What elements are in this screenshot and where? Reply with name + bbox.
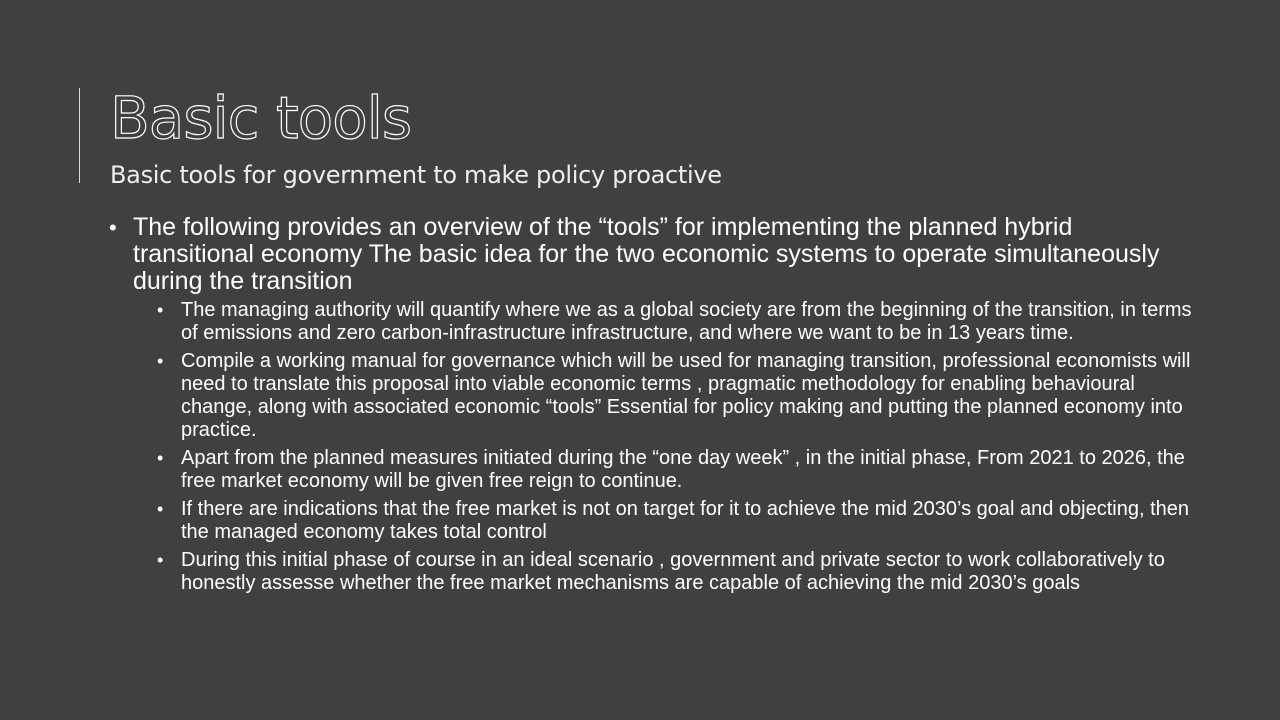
sub-bullet-text: Apart from the planned measures initiated during the “one day week” , in the initial phase, From 2021 to 2026, the free market economy will be given free reign to continue. <box>181 447 1185 492</box>
bullet-icon: • <box>109 215 117 240</box>
sub-bullet <box>105 498 1195 544</box>
bullet-icon: • <box>157 351 164 371</box>
main-bullet-text: The following provides an overview of the “tools” for implementing the planned hybrid transitional economy The basic idea for the two economic systems to operate simultaneously during the transition <box>133 213 1160 295</box>
bullet-icon: • <box>157 550 164 570</box>
sub-bullet <box>105 447 1195 493</box>
slide-body <box>105 214 1195 600</box>
sub-bullet <box>105 350 1195 442</box>
sub-bullet-list <box>105 299 1195 595</box>
sub-bullet-text: During this initial phase of course in an ideal scenario , government and private sector to work collaboratively to honestly assesse whether the free market mechanisms are capable of achieving the mid 2030’s goals <box>181 549 1165 594</box>
sub-bullet-text: The managing authority will quantify where we as a global society are from the beginning of the transition, in terms of emissions and zero carbon-infrastructure infrastructure, and where we want to be in 13 years time. <box>181 299 1192 344</box>
sub-bullet-text: If there are indications that the free market is not on target for it to achieve the mid 2030’s goal and objecting, then the managed economy takes total control <box>181 498 1190 543</box>
sub-bullet <box>105 299 1195 345</box>
main-bullet <box>105 214 1195 295</box>
sub-bullet <box>105 549 1195 595</box>
slide-title: Basic tools <box>110 84 412 152</box>
bullet-icon: • <box>157 300 164 320</box>
sub-bullet-text: Compile a working manual for governance which will be used for managing transition, professional economists will need to translate this proposal into viable economic terms , pragmatic methodology for enabling behavioural change, along with associated economic “tools” Essential for policy making and putting the planned economy into practice. <box>181 350 1191 441</box>
slide-subtitle: Basic tools for government to make policy proactive <box>110 161 722 189</box>
bullet-icon: • <box>157 499 164 519</box>
title-accent-line <box>79 88 80 183</box>
bullet-icon: • <box>157 448 164 468</box>
